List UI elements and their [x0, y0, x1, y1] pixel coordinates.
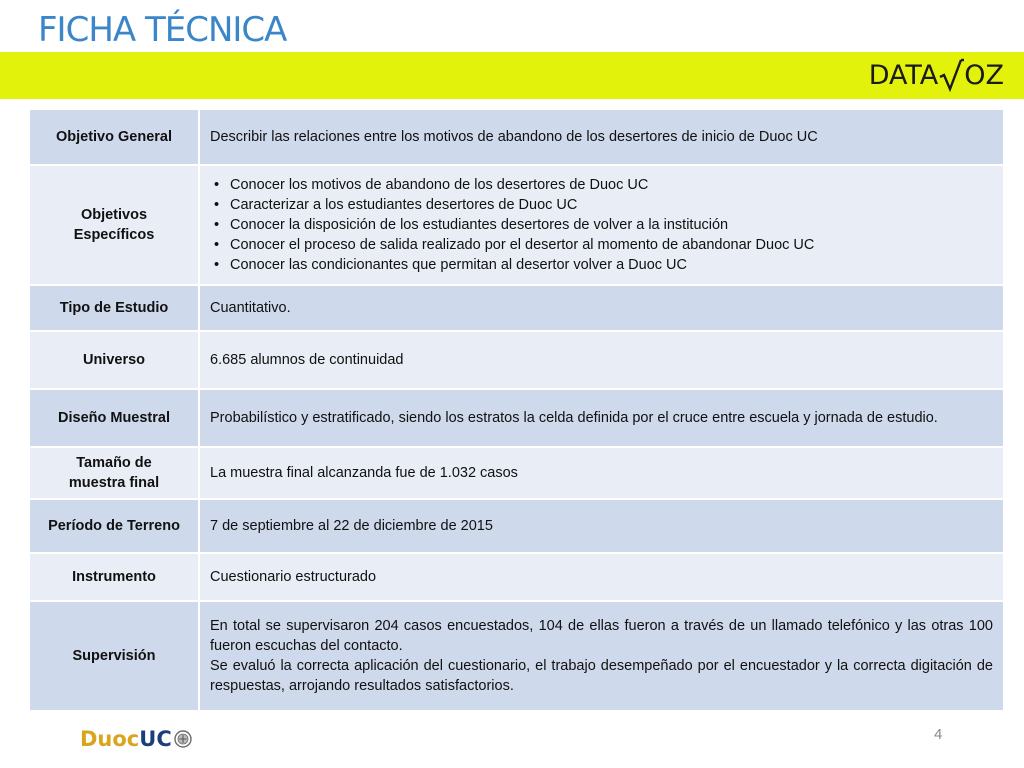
- technical-sheet-table: [28, 108, 1005, 712]
- supervision-paragraph: Se evaluó la correcta aplicación del cuestionario, el trabajo desempeñado por el encuestador y la correcta digitación de respuestas, arrojando resultados satisfactorios.: [210, 658, 993, 694]
- row-value: Cuestionario estructurado: [199, 553, 1004, 601]
- row-value: Cuantitativo.: [199, 285, 1004, 331]
- table-row: [29, 285, 1004, 331]
- supervision-paragraph: En total se supervisaron 204 casos encuestados, 104 de ellas fueron a través de un llamado telefónico y las otras 100 fueron escuchas del contacto.: [210, 618, 993, 654]
- table-row: [29, 499, 1004, 553]
- list-item: • Conocer la disposición de los estudiantes desertores de volver a la institución: [210, 215, 993, 235]
- row-label: Objetivos Específicos: [29, 165, 199, 285]
- row-value: Probabilístico y estratificado, siendo los estratos la celda definida por el cruce entre escuela y jornada de estudio.: [199, 389, 1004, 447]
- logo-part-duoc: Duoc: [80, 727, 140, 751]
- row-value: [199, 165, 1004, 285]
- objectives-list: [210, 175, 993, 275]
- table-row: [29, 553, 1004, 601]
- crest-icon: [174, 729, 192, 749]
- row-label: Diseño Muestral: [29, 389, 199, 447]
- list-item: • Caracterizar a los estudiantes desertores de Duoc UC: [210, 195, 993, 215]
- list-item: • Conocer las condicionantes que permitan al desertor volver a Duoc UC: [210, 255, 993, 275]
- row-value: 7 de septiembre al 22 de diciembre de 2015: [199, 499, 1004, 553]
- duoc-uc-logo: [80, 727, 192, 751]
- datavoz-logo: [869, 58, 1004, 92]
- row-value: [199, 601, 1004, 711]
- logo-check-mark-icon: [938, 58, 964, 92]
- row-label: Instrumento: [29, 553, 199, 601]
- page-title: FICHA TÉCNICA: [38, 10, 287, 50]
- row-value: La muestra final alcanzanda fue de 1.032 casos: [199, 447, 1004, 499]
- list-item: • Conocer el proceso de salida realizado por el desertor al momento de abandonar Duoc UC: [210, 235, 993, 255]
- row-label: Supervisión: [29, 601, 199, 711]
- row-label: Objetivo General: [29, 109, 199, 165]
- row-label: Período de Terreno: [29, 499, 199, 553]
- table-row: [29, 447, 1004, 499]
- row-label: Universo: [29, 331, 199, 389]
- table-row: [29, 165, 1004, 285]
- row-label: Tamaño de muestra final: [29, 447, 199, 499]
- table-row: [29, 109, 1004, 165]
- logo-text-left: DATA: [868, 59, 939, 91]
- row-label: Tipo de Estudio: [29, 285, 199, 331]
- logo-text-right: OZ: [964, 59, 1004, 91]
- list-item: • Conocer los motivos de abandono de los desertores de Duoc UC: [210, 175, 993, 195]
- logo-part-uc: UC: [139, 727, 172, 751]
- row-value: 6.685 alumnos de continuidad: [199, 331, 1004, 389]
- page-number: 4: [934, 726, 943, 743]
- table-row: [29, 389, 1004, 447]
- table-row: [29, 331, 1004, 389]
- row-value: Describir las relaciones entre los motivos de abandono de los desertores de inicio de Duoc UC: [199, 109, 1004, 165]
- table-row: [29, 601, 1004, 711]
